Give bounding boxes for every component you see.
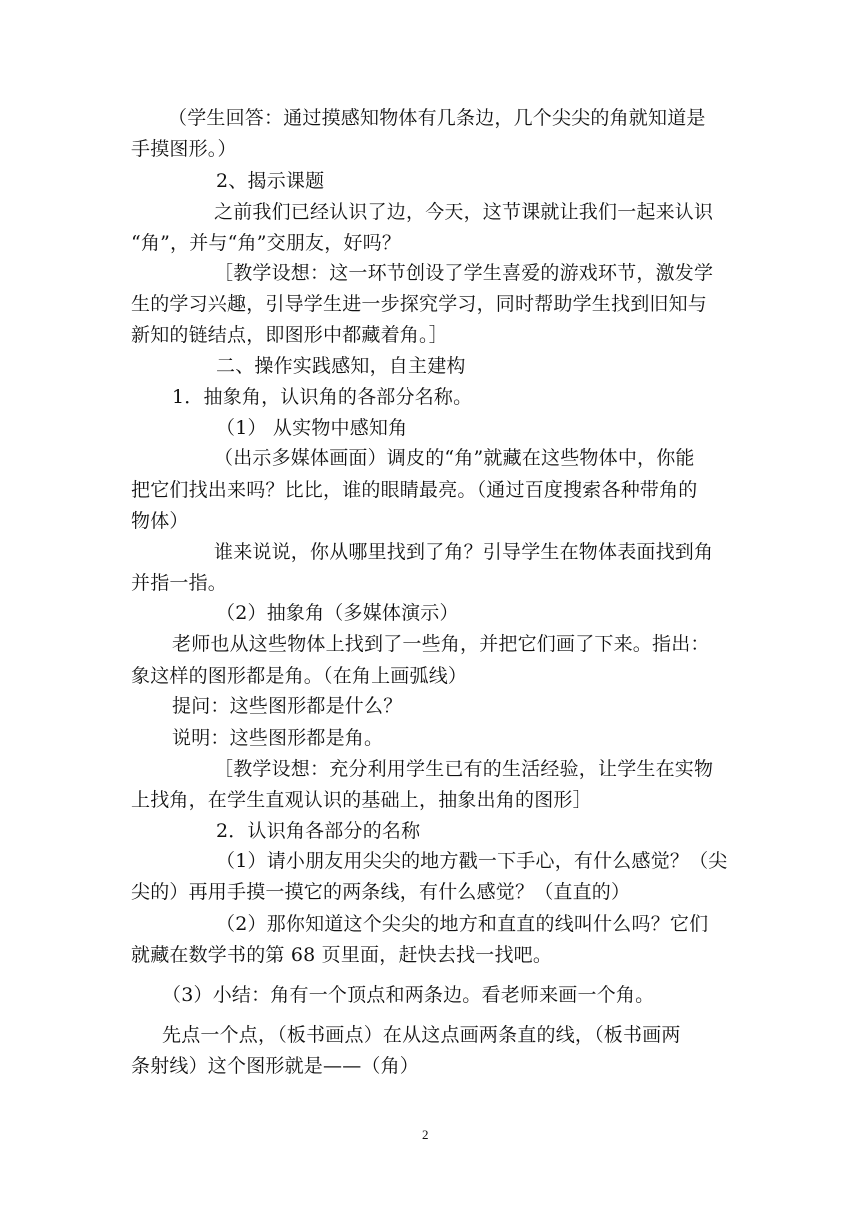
text-line-20: 提问：这些图形都是什么？ [172,695,403,717]
text-line-7: 生的学习兴趣，引导学生进一步探究学习，同时帮助学生找到旧知与 [131,293,708,315]
text-line-19: 象这样的图形都是角。（在角上画弧线） [131,665,468,687]
text-line-22: ［教学设想：充分利用学生已有的生活经验，让学生在实物 [214,758,714,780]
text-line-18: 老师也从这些物体上找到了一些角，并把它们画了下来。指出： [172,633,710,655]
text-line-12: （出示多媒体画面）调皮的“角”就藏在这些物体中，你能 [214,447,695,469]
text-line-4: 之前我们已经认识了边，今天，这节课就让我们一起来认识 [214,201,714,223]
text-line-21: 说明：这些图形都是角。 [172,727,384,749]
text-line-10: 1．抽象角，认识角的各部分名称。 [172,386,473,408]
text-line-15: 谁来说说，你从哪里找到了角？引导学生在物体表面找到角 [214,541,714,563]
text-line-24: 2．认识角各部分的名称 [216,820,421,842]
text-line-1: （学生回答：通过摸感知物体有几条边，几个尖尖的角就知道是 [168,107,706,129]
text-line-9: 二、操作实践感知，自主建构 [216,355,466,377]
text-line-31: 条射线）这个图形就是——（角） [131,1055,420,1077]
text-line-6: ［教学设想：这一环节创设了学生喜爱的游戏环节，激发学 [214,262,714,284]
text-line-25: （1）请小朋友用尖尖的地方戳一下手心，有什么感觉？（尖 [216,850,728,872]
text-line-11: （1） 从实物中感知角 [216,417,408,439]
text-line-30: 先点一个点，（板书画点）在从这点画两条直的线，（板书画两 [162,1024,681,1046]
text-line-16: 并指一指。 [131,572,228,594]
text-line-13: 把它们找出来吗？比比，谁的眼睛最亮。（通过百度搜索各种带角的 [131,479,698,501]
text-line-14: 物体） [131,510,189,532]
text-line-3: 2、揭示课题 [216,170,325,192]
text-line-28: 就藏在数学书的第 68 页里面，赶快去找一找吧。 [131,944,553,966]
text-line-5: “角”，并与“角”交朋友，好吗？ [131,232,402,254]
text-line-23: 上找角，在学生直观认识的基础上，抽象出角的图形］ [131,789,592,811]
text-line-29: （3）小结：角有一个顶点和两条边。看老师来画一个角。 [162,984,655,1006]
page-number: 2 [422,1127,429,1142]
text-line-17: （2）抽象角（多媒体演示） [216,602,459,624]
text-line-2: 手摸图形。） [131,138,237,160]
text-line-26: 尖的）再用手摸一摸它的两条线，有什么感觉？（直直的） [131,881,631,903]
text-line-8: 新知的链结点，即图形中都藏着角。］ [131,324,448,346]
text-line-27: （2）那你知道这个尖尖的地方和直直的线叫什么吗？它们 [216,913,709,935]
